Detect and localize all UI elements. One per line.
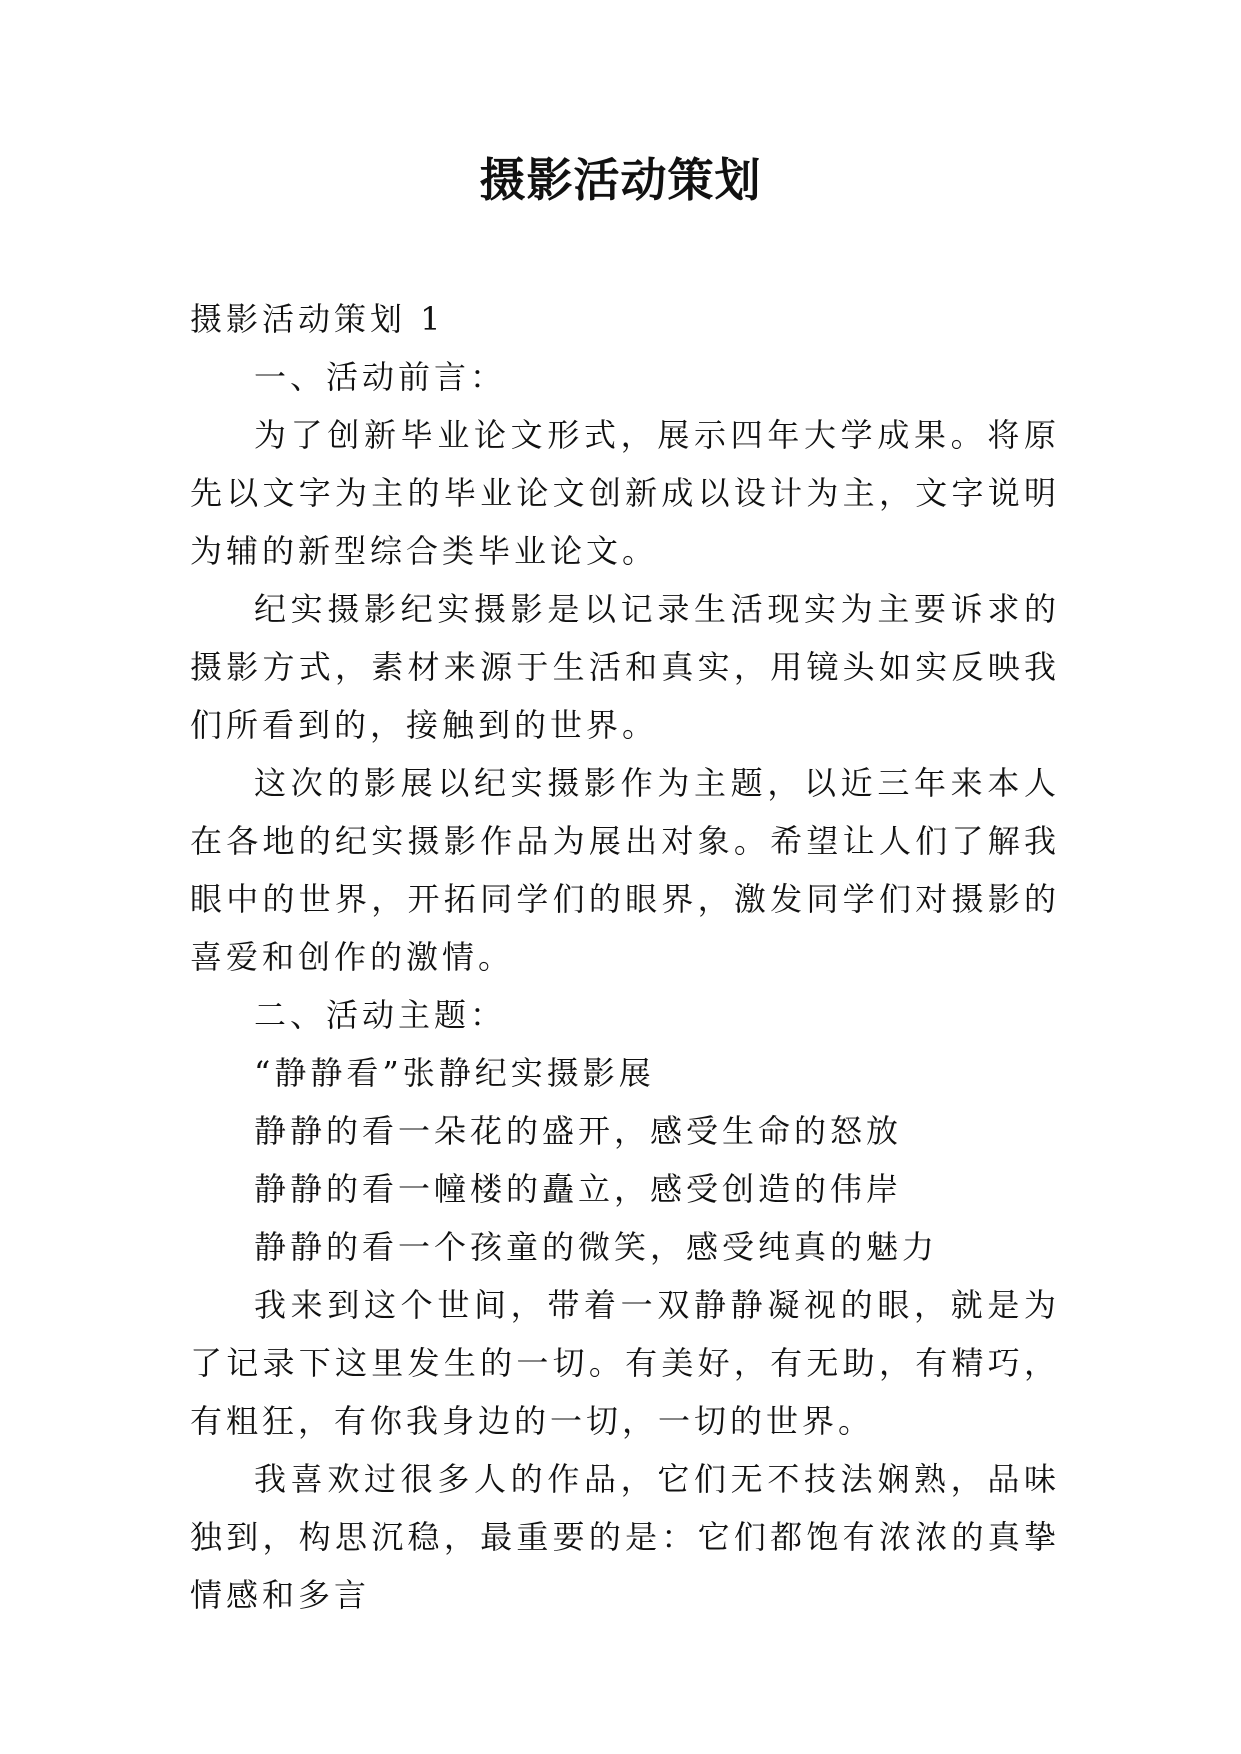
paragraph: 我喜欢过很多人的作品，它们无不技法娴熟，品味独到，构思沉稳，最重要的是：它们都饱有浓浓的真挚情感和多言: [190, 1460, 1060, 1614]
paragraph: 为了创新毕业论文形式，展示四年大学成果。将原先以文字为主的毕业论文创新成以设计为主，文字说明为辅的新型综合类毕业论文。: [190, 416, 1060, 570]
paragraph: 静静的看一幢楼的矗立，感受创造的伟岸: [254, 1170, 903, 1208]
paragraph: 二、活动主题：: [254, 996, 507, 1034]
paragraph: 静静的看一朵花的盛开，感受生命的怒放: [254, 1112, 903, 1150]
paragraph: 纪实摄影纪实摄影是以记录生活现实为主要诉求的摄影方式，素材来源于生活和真实，用镜头如实反映我们所看到的，接触到的世界。: [190, 590, 1060, 744]
paragraph: 摄影活动策划 1: [190, 300, 445, 338]
paragraph: “静静看”张静纪实摄影展: [254, 1054, 655, 1092]
paragraph: 我来到这个世间，带着一双静静凝视的眼，就是为了记录下这里发生的一切。有美好，有无助，有精巧，有粗狂，有你我身边的一切，一切的世界。: [190, 1286, 1060, 1440]
document-title: 摄影活动策划: [479, 153, 762, 207]
document-body: [190, 290, 1060, 1624]
paragraph: 一、活动前言：: [254, 358, 507, 396]
paragraph: 静静的看一个孩童的微笑，感受纯真的魅力: [254, 1228, 939, 1266]
paragraph: 这次的影展以纪实摄影作为主题，以近三年来本人在各地的纪实摄影作品为展出对象。希望让人们了解我眼中的世界，开拓同学们的眼界，激发同学们对摄影的喜爱和创作的激情。: [190, 764, 1060, 976]
